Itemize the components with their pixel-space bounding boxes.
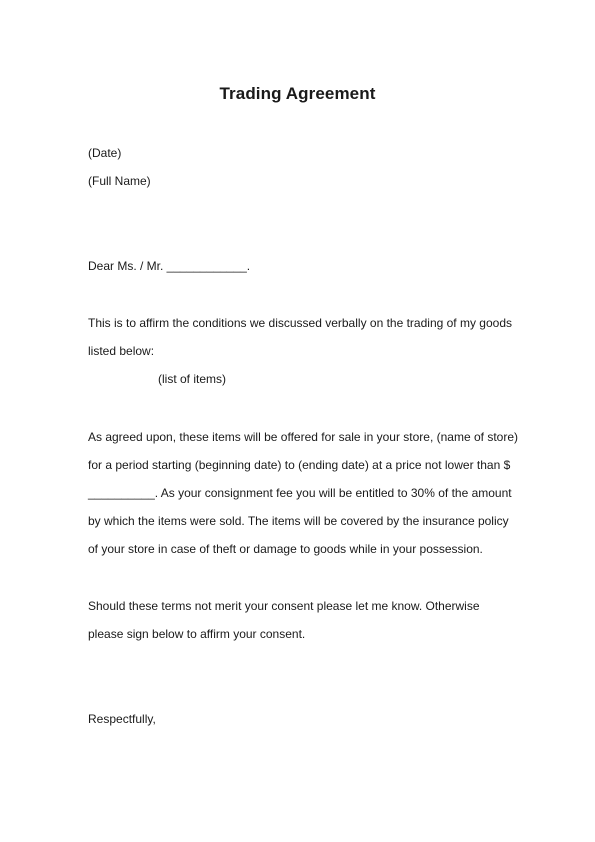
- paragraph2-line-4: by which the items were sold. The items will be covered by the insurance policy: [88, 514, 509, 528]
- list-of-items-placeholder: (list of items): [158, 372, 227, 386]
- paragraph1-line-2: listed below:: [88, 344, 155, 358]
- paragraph1-line-1: This is to affirm the conditions we discussed verbally on the trading of my goods: [88, 316, 512, 330]
- salutation: Dear Ms. / Mr. ____________.: [88, 259, 251, 273]
- paragraph2-line-1: As agreed upon, these items will be offered for sale in your store, (name of store): [88, 430, 518, 444]
- paragraph2-line-5: of your store in case of theft or damage to goods while in your possession.: [88, 542, 483, 556]
- paragraph3-line-2: please sign below to affirm your consent.: [88, 627, 306, 641]
- paragraph2-line-3: __________. As your consignment fee you will be entitled to 30% of the amount: [88, 486, 512, 500]
- paragraph3-line-1: Should these terms not merit your consent please let me know. Otherwise: [88, 599, 480, 613]
- paragraph2-line-2: for a period starting (beginning date) to (ending date) at a price not lower than $: [88, 458, 511, 472]
- full-name-placeholder: (Full Name): [88, 174, 151, 188]
- document-title: Trading Agreement: [219, 84, 376, 103]
- date-placeholder: (Date): [88, 146, 122, 160]
- closing: Respectfully,: [88, 712, 156, 726]
